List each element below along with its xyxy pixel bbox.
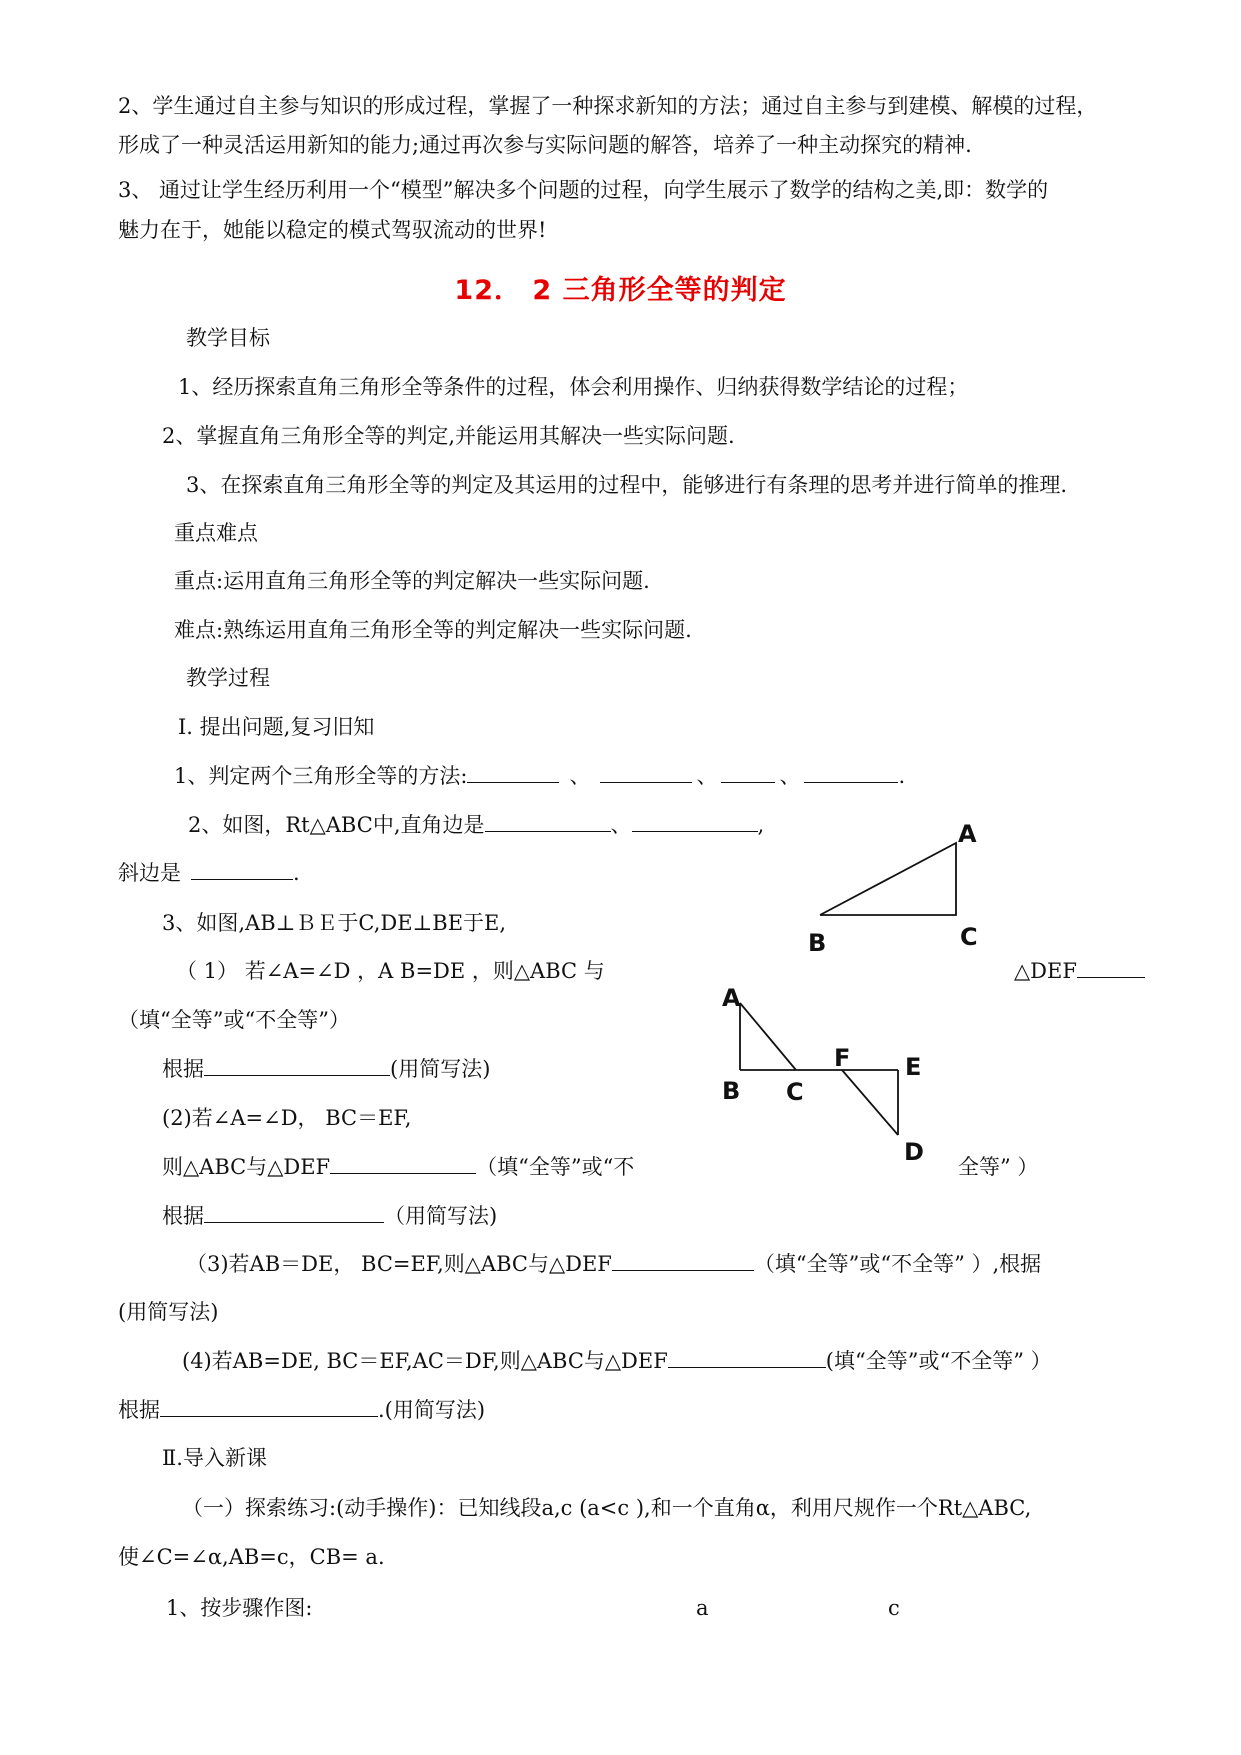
intro-p2-line2: 形成了一种灵活运用新知的能力;通过再次参与实际问题的解答，培养了一种主动探究的精神.	[118, 133, 972, 157]
objective-3: 3、在探索直角三角形全等的判定及其运用的过程中，能够进行有条理的思考并进行简单的推理.	[186, 473, 1068, 497]
vertex-a-label: A	[958, 820, 977, 848]
section-2-heading: Ⅱ.导入新课	[162, 1446, 267, 1470]
step-1: 1、按步骤作图:	[166, 1596, 313, 1620]
process-heading: 教学过程	[186, 666, 270, 690]
vertex-f-label: F	[834, 1044, 851, 1072]
answer-blank[interactable]	[1077, 957, 1145, 978]
basis-suffix: (用简写法)	[390, 1057, 491, 1081]
question-3-2: (2)若∠A=∠D， BC＝EF,	[162, 1106, 412, 1130]
segment-a-label: a	[696, 1596, 709, 1620]
hypotenuse-label: 斜边是	[118, 861, 181, 885]
basis-label: 根据	[162, 1057, 204, 1081]
end-dot: .	[293, 861, 300, 885]
fill-hint-part-b: 全等” ）	[958, 1155, 1039, 1179]
question-3-3	[186, 1250, 1041, 1278]
answer-blank[interactable]	[204, 1055, 390, 1076]
question-3-2-line2	[162, 1153, 634, 1181]
fill-hint: （填“全等”或“不全等” ）,根据	[753, 1252, 1042, 1276]
key-points-heading: 重点难点	[174, 521, 258, 545]
triangle-abc-figure	[800, 820, 990, 960]
triangle-def-label: △DEF	[1014, 959, 1077, 983]
intro-p3-line2: 魅力在于，她能以稳定的模式驾驭流动的世界!	[118, 218, 547, 242]
intro-p2-line1: 2、学生通过自主参与知识的形成过程，掌握了一种探求新知的方法；通过自主参与到建模、解模的过程，	[118, 94, 1098, 118]
vertex-b-label: B	[808, 929, 827, 957]
explore-text: （一）探索练习:(动手操作)：已知线段a,c (a<c ),和一个直角α，利用尺规作一个Rt△ABC,	[182, 1496, 1032, 1520]
triangles-abc-def-figure	[710, 975, 940, 1175]
question-3: 3、如图,AB⊥ＢＥ于C,DE⊥BE于E,	[162, 911, 507, 935]
basis-label: 根据	[162, 1204, 204, 1228]
key-point-difficulty: 难点:熟练运用直角三角形全等的判定解决一些实际问题.	[174, 618, 692, 642]
answer-blank[interactable]	[160, 1396, 378, 1417]
fill-hint: （填“全等”或“不全等”）	[118, 1008, 350, 1032]
question-3-3-text: （3)若AB＝DE， BC=EF,则△ABC与△DEF	[186, 1252, 612, 1276]
separator: 、	[779, 764, 801, 788]
basis-suffix: （用简写法)	[384, 1204, 498, 1228]
question-2	[188, 811, 764, 839]
separator: 、	[610, 813, 632, 837]
vertex-c-label: C	[786, 1078, 804, 1106]
question-3-1: （ 1） 若∠A=∠D ，A B=DE ，则△ABC 与	[176, 959, 605, 983]
objective-2: 2、掌握直角三角形全等的判定,并能运用其解决一些实际问题.	[162, 424, 735, 448]
answer-blank[interactable]	[721, 762, 775, 783]
basis-suffix: .(用简写法)	[378, 1398, 486, 1422]
separator: 、	[569, 764, 591, 788]
section-title: 12． 2 三角形全等的判定	[454, 275, 787, 306]
answer-blank[interactable]	[204, 1202, 384, 1223]
basis-line-4	[118, 1396, 485, 1424]
basis-label: 根据	[118, 1398, 160, 1422]
objectives-heading: 教学目标	[186, 326, 270, 350]
fill-hint-part-a: （填“全等”或“不	[476, 1155, 635, 1179]
answer-blank[interactable]	[467, 762, 559, 783]
answer-blank[interactable]	[632, 811, 758, 832]
fill-hint: (填“全等”或“不全等” ）	[825, 1349, 1052, 1373]
answer-blank[interactable]	[600, 762, 692, 783]
question-3-3-line2: (用简写法)	[118, 1300, 219, 1324]
vertex-c-label: C	[960, 923, 978, 951]
answer-blank[interactable]	[668, 1347, 826, 1368]
objective-1: 1、经历探索直角三角形全等条件的过程，体会利用操作、归纳获得数学结论的过程；	[178, 375, 969, 399]
vertex-a-label: A	[722, 984, 741, 1012]
question-3-4-text: (4)若AB=DE, BC＝EF,AC＝DF,则△ABC与△DEF	[182, 1349, 668, 1373]
question-3-1-right	[1014, 957, 1145, 985]
vertex-d-label: D	[904, 1138, 924, 1166]
question-1-text: 1、判定两个三角形全等的方法:	[174, 764, 468, 788]
answer-blank[interactable]	[485, 811, 611, 832]
vertex-b-label: B	[722, 1077, 741, 1105]
basis-line-1	[162, 1055, 490, 1083]
separator: 、	[696, 764, 718, 788]
answer-blank[interactable]	[330, 1153, 476, 1174]
explore-text-line2: 使∠C=∠α,AB=c，CB= a.	[118, 1545, 385, 1569]
section-1-heading: Ⅰ. 提出问题,复习旧知	[178, 715, 375, 739]
basis-line-2	[162, 1202, 497, 1230]
answer-blank[interactable]	[804, 762, 898, 783]
question-2-text: 2、如图，Rt△ABC中,直角边是	[188, 813, 485, 837]
answer-blank[interactable]	[191, 859, 293, 880]
key-point-focus: 重点:运用直角三角形全等的判定解决一些实际问题.	[174, 569, 650, 593]
question-1	[174, 762, 905, 790]
question-2-line2	[118, 859, 300, 887]
segment-c-label: c	[888, 1596, 900, 1620]
intro-p3-line1: 3、 通过让学生经历利用一个“模型”解决多个问题的过程，向学生展示了数学的结构之美,即：数学的	[118, 178, 1049, 202]
end-dot: .	[898, 764, 906, 788]
answer-blank[interactable]	[612, 1250, 754, 1271]
vertex-e-label: E	[905, 1053, 922, 1081]
question-3-2-conclusion: 则△ABC与△DEF	[162, 1155, 331, 1179]
comma: ,	[757, 813, 765, 837]
question-3-4	[182, 1347, 1052, 1375]
